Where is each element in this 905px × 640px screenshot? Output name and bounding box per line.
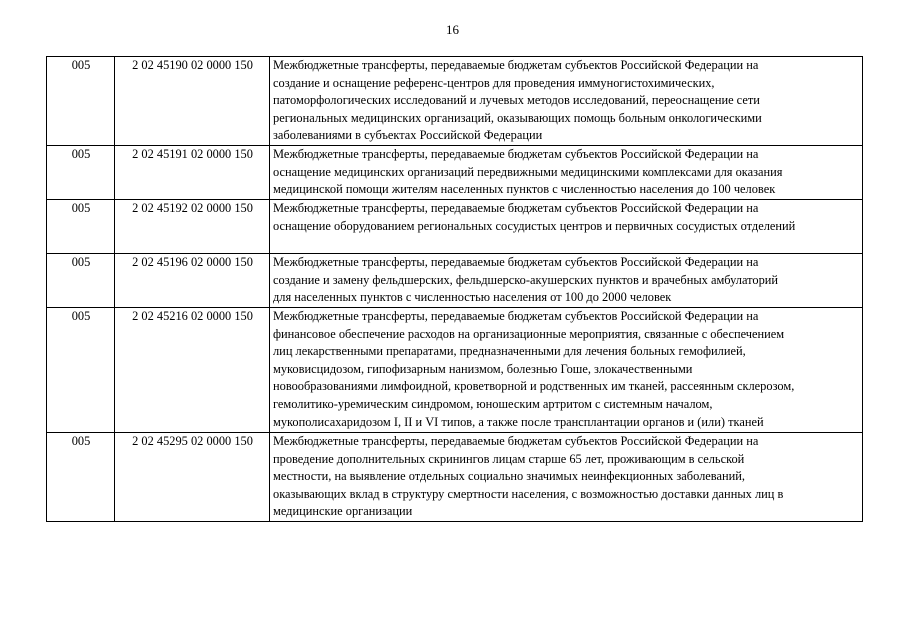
revenue-name-cell xyxy=(270,57,863,146)
text-line: Межбюджетные трансферты, передаваемые бюджетам субъектов Российской Федерации на xyxy=(273,147,759,161)
text-line: патоморфологических исследований и лучевых методов исследований, переоснащение сети xyxy=(273,93,760,108)
revenue-code-cell: 2 02 45191 02 0000 150 xyxy=(115,146,270,200)
text-line: Межбюджетные трансферты, передаваемые бюджетам субъектов Российской Федерации на xyxy=(273,58,759,72)
text-line: оказывающих вклад в структуру смертности населения, с возможностью доставки данных лиц в xyxy=(273,486,784,501)
table-row xyxy=(47,146,863,200)
table-row xyxy=(47,308,863,433)
text-line: Межбюджетные трансферты, передаваемые бюджетам субъектов Российской Федерации на xyxy=(273,255,759,269)
budget-revenue-table xyxy=(46,56,863,522)
revenue-code-cell: 2 02 45216 02 0000 150 xyxy=(115,308,270,433)
text-line: создание и оснащение референс-центров для проведения иммуногистохимических, xyxy=(273,75,715,90)
table-row xyxy=(47,433,863,522)
revenue-code-cell: 2 02 45192 02 0000 150 xyxy=(115,200,270,254)
admin-code-cell: 005 xyxy=(47,254,115,308)
admin-code-cell: 005 xyxy=(47,57,115,146)
revenue-name-cell xyxy=(270,200,863,254)
admin-code-cell: 005 xyxy=(47,308,115,433)
text-line: финансовое обеспечение расходов на организационные мероприятия, связанные с обеспечением xyxy=(273,326,785,341)
text-line: муковисцидозом, гипофизарным нанизмом, болезнью Гоше, злокачественными xyxy=(273,361,693,376)
text-line: гемолитико-уремическим синдромом, юношеским артритом с системным началом, xyxy=(273,396,713,411)
table-row xyxy=(47,254,863,308)
text-line: проведение дополнительных скринингов лицам старше 65 лет, проживающим в сельской xyxy=(273,451,745,466)
text-line: создание и замену фельдшерских, фельдшерско-акушерских пунктов и врачебных амбулаторий xyxy=(273,272,779,287)
revenue-name-cell xyxy=(270,146,863,200)
text-line: Межбюджетные трансферты, передаваемые бюджетам субъектов Российской Федерации на xyxy=(273,201,759,215)
text-line: медицинской помощи жителям населенных пунктов с численностью населения до 100 человек xyxy=(273,182,776,197)
text-line: медицинские организации xyxy=(273,504,413,519)
text-line: оснащение медицинских организаций передвижными медицинскими комплексами для оказания xyxy=(273,164,783,179)
text-line: региональных медицинских организаций, оказывающих помощь больным онкологическими xyxy=(273,110,762,125)
table-row xyxy=(47,200,863,254)
text-line: для населенных пунктов с численностью населения от 100 до 2000 человек xyxy=(273,290,672,305)
admin-code-cell: 005 xyxy=(47,146,115,200)
text-line: местности, на выявление отдельных социально значимых неинфекционных заболеваний, xyxy=(273,469,745,484)
revenue-code-cell: 2 02 45190 02 0000 150 xyxy=(115,57,270,146)
text-line: заболеваниями в субъектах Российской Федерации xyxy=(273,128,543,143)
admin-code-cell: 005 xyxy=(47,433,115,522)
text-line: оснащение оборудованием региональных сосудистых центров и первичных сосудистых отделений xyxy=(273,218,796,233)
text-line: Межбюджетные трансферты, передаваемые бюджетам субъектов Российской Федерации на xyxy=(273,434,759,448)
revenue-name-cell xyxy=(270,308,863,433)
admin-code-cell: 005 xyxy=(47,200,115,254)
page-number: 16 xyxy=(446,22,459,37)
text-line: Межбюджетные трансферты, передаваемые бюджетам субъектов Российской Федерации на xyxy=(273,309,759,323)
text-line: лиц лекарственными препаратами, предназначенными для лечения больных гемофилией, xyxy=(273,344,746,359)
revenue-code-cell: 2 02 45295 02 0000 150 xyxy=(115,433,270,522)
text-line: мукополисахаридозом I, II и VI типов, а также после трансплантации органов и (или) тканей xyxy=(273,414,764,429)
revenue-code-cell: 2 02 45196 02 0000 150 xyxy=(115,254,270,308)
revenue-name-cell xyxy=(270,254,863,308)
revenue-name-cell xyxy=(270,433,863,522)
table-row xyxy=(47,57,863,146)
text-line: новообразованиями лимфоидной, кроветворной и родственных им тканей, рассеянным склерозом, xyxy=(273,379,795,394)
